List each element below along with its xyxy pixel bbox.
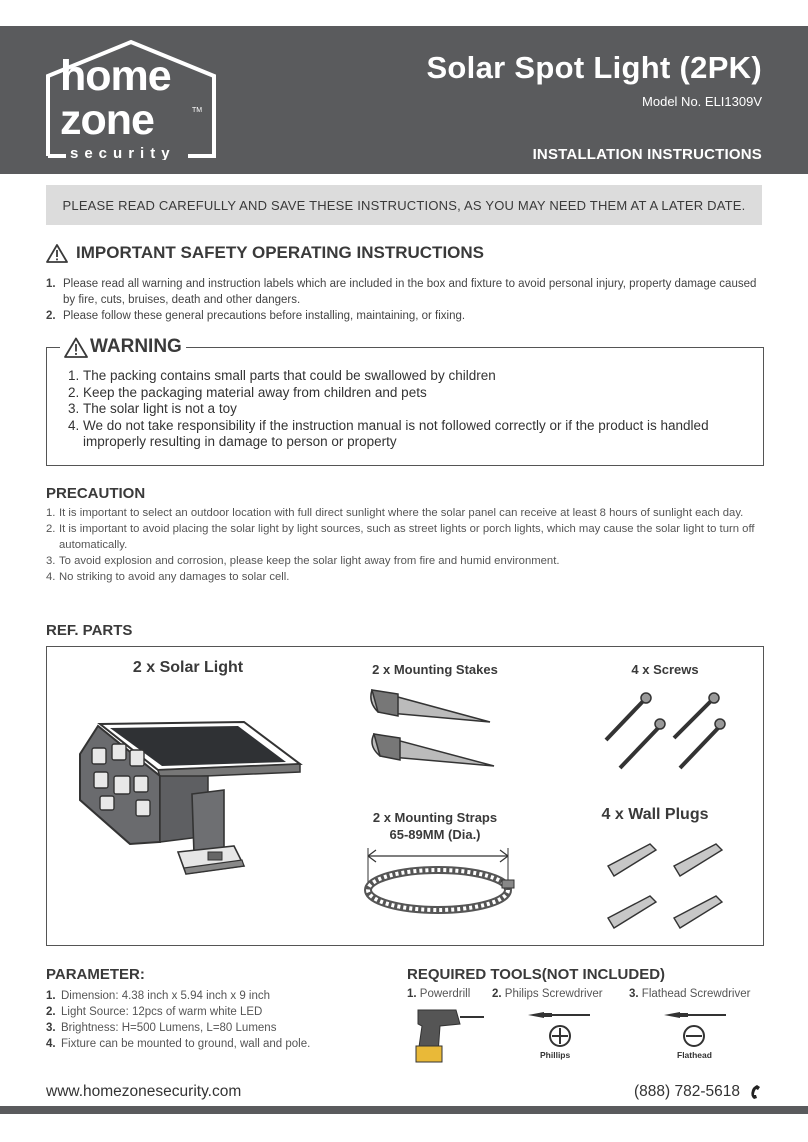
svg-text:TM: TM	[192, 107, 203, 114]
solar-light-label: 2 x Solar Light	[132, 659, 244, 676]
safety-heading-text: IMPORTANT SAFETY OPERATING INSTRUCTIONS	[76, 243, 485, 262]
product-title: Solar Spot Light (2PK)	[426, 50, 762, 85]
model-number: Model No. ELI1309V	[642, 94, 762, 109]
home-zone-logo	[42, 38, 220, 160]
list-item: 2. It is important to avoid placing the solar light by light sources, such as street lights or porch lights, which may cause the solar light to turn off automatically.	[46, 523, 755, 551]
warning-heading: WARNING	[60, 336, 186, 358]
list-item: 2. Keep the packaging material away from children and pets	[68, 384, 427, 400]
mounting-strap-image	[364, 846, 520, 918]
safety-heading	[46, 243, 484, 263]
svg-text:home: home	[60, 52, 171, 100]
tool-philips: 2. Philips Screwdriver	[492, 988, 603, 1000]
list-item: 2. Light Source: 12pcs of warm white LED	[46, 1006, 263, 1018]
section-label: INSTALLATION INSTRUCTIONS	[532, 146, 762, 163]
website-link[interactable]: www.homezonesecurity.com	[46, 1083, 242, 1100]
svg-text:zone: zone	[60, 96, 154, 144]
list-item: 4. We do not take responsibility if the instruction manual is not followed correctly or if the product is handled improperly resulting in damage to person or property	[68, 417, 709, 449]
wall-plugs-label: 4 x Wall Plugs	[601, 806, 709, 823]
warning-list	[68, 368, 758, 451]
ref-parts-heading: REF. PARTS	[46, 622, 133, 639]
warning-triangle-icon	[64, 337, 88, 358]
tool-flathead: 3. Flathead Screwdriver	[629, 988, 751, 1000]
screws-label: 4 x Screws	[631, 662, 699, 677]
wall-plugs-image	[604, 836, 734, 932]
powerdrill-icon	[412, 1006, 486, 1066]
flathead-caption: Flathead	[677, 1050, 712, 1060]
list-item: 1. It is important to select an outdoor location with full direct sunlight where the solar panel can receive at least 8 hours of sunlight each day.	[46, 507, 744, 519]
list-item: 3. To avoid explosion and corrosion, please keep the solar light away from fire and humid environment.	[46, 555, 560, 567]
screws-image	[600, 692, 732, 774]
footer-bar	[0, 1106, 808, 1114]
precaution-list	[46, 505, 770, 585]
parameter-heading: PARAMETER:	[46, 966, 145, 983]
solar-light-image	[74, 716, 310, 888]
warning-triangle-icon	[46, 244, 68, 263]
list-item: 1. Please read all warning and instruction labels which are included in the box and fixture to avoid personal injury, property damage caused by fire, cuts, bruises, death and other dangers.	[46, 278, 757, 306]
safety-list	[46, 276, 770, 324]
svg-text:security: security	[70, 145, 176, 160]
tools-heading: REQUIRED TOOLS(NOT INCLUDED)	[407, 966, 666, 983]
phillips-caption: Phillips	[540, 1050, 571, 1060]
read-carefully-banner: PLEASE READ CAREFULLY AND SAVE THESE INSTRUCTIONS, AS YOU MAY NEED THEM AT A LATER DATE.	[46, 185, 762, 225]
list-item: 2. Please follow these general precautions before installing, maintaining, or fixing.	[46, 310, 466, 322]
list-item: 4. No striking to avoid any damages to solar cell.	[46, 571, 290, 583]
list-item: 1. Dimension: 4.38 inch x 5.94 inch x 9 inch	[46, 990, 271, 1002]
phone-number[interactable]: (888) 782-5618	[634, 1083, 762, 1101]
list-item: 4. Fixture can be mounted to ground, wall and pole.	[46, 1038, 311, 1050]
precaution-heading: PRECAUTION	[46, 485, 146, 502]
list-item: 3. Brightness: H=500 Lumens, L=80 Lumens	[46, 1022, 277, 1034]
list-item: 1. The packing contains small parts that could be swallowed by children	[68, 368, 496, 383]
tool-powerdrill: 1. Powerdrill	[407, 988, 471, 1000]
stakes-label: 2 x Mounting Stakes	[372, 662, 498, 677]
mounting-stakes-image	[368, 686, 500, 768]
phone-icon	[748, 1084, 762, 1100]
straps-label: 2 x Mounting Straps 65-89MM (Dia.)	[372, 810, 498, 842]
parameter-list	[46, 988, 386, 1052]
list-item: 3. The solar light is not a toy	[68, 401, 237, 416]
